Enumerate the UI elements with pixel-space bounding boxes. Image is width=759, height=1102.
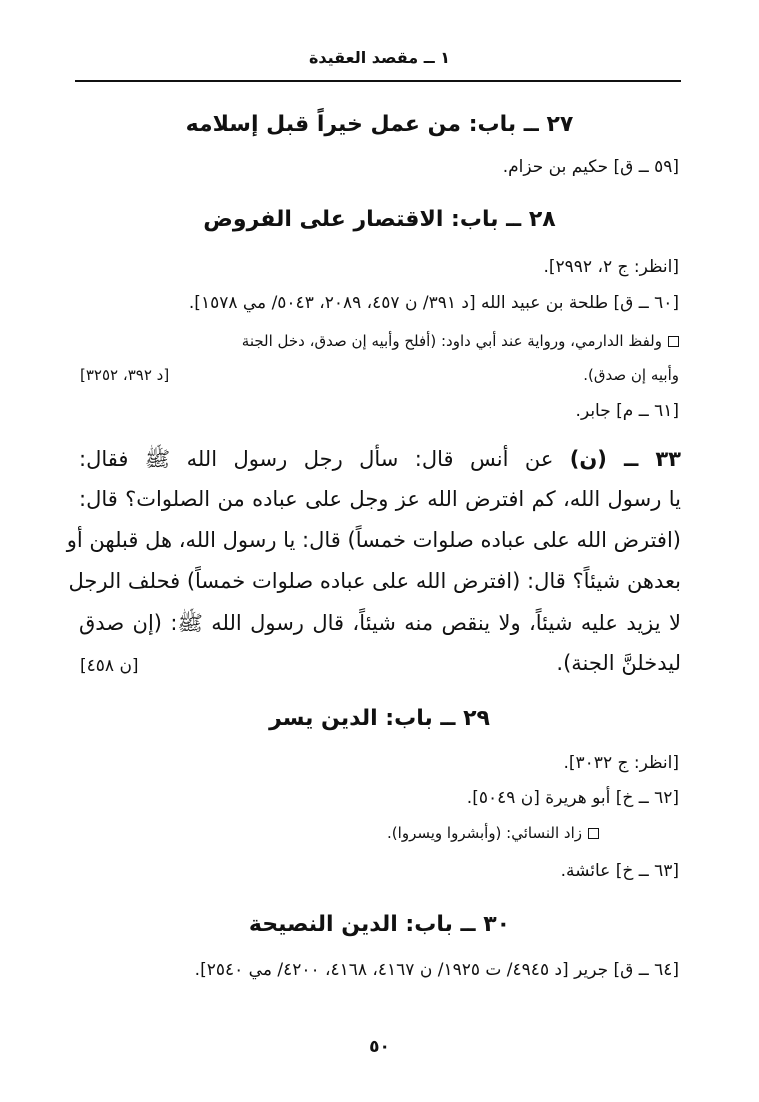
note-62-line (387, 824, 599, 842)
note-60-reference: [د ٣٩٢، ٣٢٥٢] (80, 366, 170, 384)
ref-61: [٦١ ــ م] جابر. (575, 401, 679, 421)
header-rule (75, 80, 681, 82)
hadith-33-line-3: (افترض الله على عباده صلوات خمساً) قال: يا رسول الله، هل قبلهن أو (66, 528, 681, 552)
note-60-line-1 (242, 332, 679, 350)
hadith-33-number: ٣٣ ــ (ن) (569, 447, 681, 471)
ref-64: [٦٤ ــ ق] جرير [د ٤٩٤٥/ ت ١٩٢٥/ ن ٤١٦٧، ٤١٦٨، ٤٢٠٠/ مي ٢٥٤٠]. (194, 960, 679, 980)
ref-62: [٦٢ ــ خ] أبو هريرة [ن ٥٠٤٩]. (466, 788, 679, 808)
page-number: ٥٠ (369, 1037, 390, 1057)
running-head: ١ ــ مقصد العقيدة (308, 48, 451, 67)
note-62-text: زاد النسائي: (وأبشروا ويسروا). (387, 824, 582, 842)
hadith-33-line-2: يا رسول الله، كم افترض الله عز وجل على عباده من الصلوات؟ قال: (79, 487, 681, 511)
section-29-title: ٢٩ ــ باب: الدين يسر (269, 706, 490, 731)
hadith-33-text-1: عن أنس قال: سأل رجل رسول الله ﷺ فقال: (79, 447, 554, 471)
see-also-ref-1: [انظر: ج ٢، ٢٩٩٢]. (543, 257, 679, 277)
hadith-33-line-6: ليدخلنَّ الجنة). (556, 651, 681, 675)
section-27-title: ٢٧ ــ باب: من عمل خيراً قبل إسلامه (185, 112, 574, 137)
square-bullet-icon (668, 336, 679, 347)
hadith-33-line-5: لا يزيد عليه شيئاً، ولا ينقص منه شيئاً، قال رسول الله ﷺ: (إن صدق (79, 611, 681, 635)
ref-59: [٥٩ ــ ق] حكيم بن حزام. (502, 157, 679, 177)
section-30-title: ٣٠ ــ باب: الدين النصيحة (248, 912, 511, 937)
note-60-line-2: وأبيه إن صدق). (583, 366, 679, 384)
section-28-title: ٢٨ ــ باب: الاقتصار على الفروض (203, 207, 556, 232)
square-bullet-icon (588, 828, 599, 839)
ref-60: [٦٠ ــ ق] طلحة بن عبيد الله [د ٣٩١/ ن ٤٥٧، ٢٠٨٩، ٥٠٤٣/ مي ١٥٧٨]. (188, 293, 679, 313)
note-60-text-1: ولفظ الدارمي، ورواية عند أبي داود: (أفلح وأبيه إن صدق، دخل الجنة (241, 332, 662, 350)
hadith-33-line-4: بعدهن شيئاً؟ قال: (افترض الله على عباده صلوات خمساً) فحلف الرجل (68, 569, 681, 593)
see-also-ref-2: [انظر: ج ٣٠٣٢]. (563, 753, 679, 773)
hadith-33-line-1 (79, 446, 681, 477)
hadith-33-reference: [ن ٤٥٨] (80, 656, 139, 676)
ref-63: [٦٣ ــ خ] عائشة. (560, 861, 679, 881)
